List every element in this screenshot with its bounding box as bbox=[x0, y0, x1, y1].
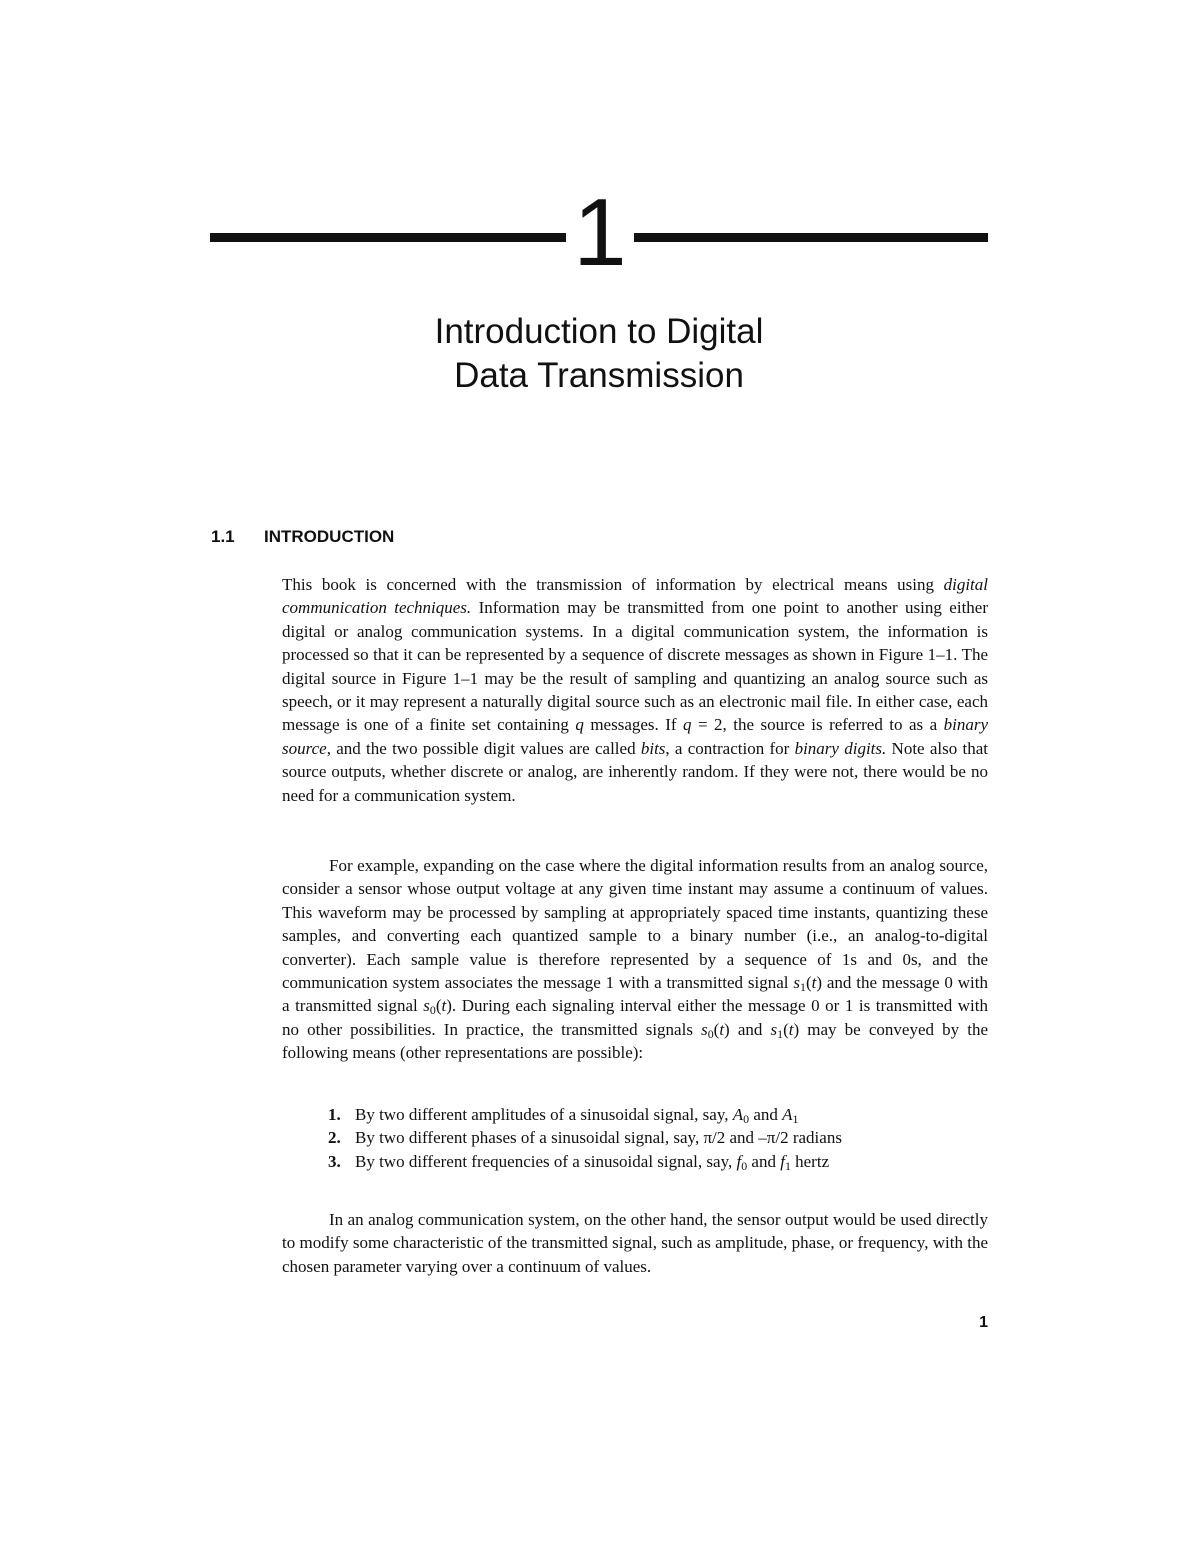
time-variable: t bbox=[788, 1019, 794, 1039]
text-run: and bbox=[749, 1105, 783, 1124]
variable-symbol: A bbox=[782, 1105, 793, 1124]
signal-symbol: s bbox=[423, 996, 430, 1016]
text-run: hertz bbox=[790, 1151, 830, 1171]
text-run: , and the two possible digit values are called bbox=[326, 738, 641, 758]
variable-subscript: 0 bbox=[743, 1112, 750, 1126]
variable-q: q bbox=[683, 715, 692, 735]
variable-subscript: 1 bbox=[784, 1158, 791, 1173]
chapter-title bbox=[210, 310, 988, 398]
text-run: = 2, the source is referred to as a bbox=[691, 715, 944, 735]
list-item bbox=[328, 1103, 968, 1126]
paren: ) bbox=[793, 1019, 800, 1039]
text-run: By two different phases of a sinusoidal signal, say, π/2 and –π/2 radians bbox=[355, 1128, 842, 1148]
text-run: , a contraction for bbox=[665, 738, 795, 758]
list-item bbox=[328, 1150, 968, 1173]
emphasis-digital-communication: digital communication techniques. bbox=[282, 575, 988, 618]
list-marker: 3. bbox=[328, 1151, 341, 1171]
time-variable: t bbox=[719, 1019, 725, 1039]
variable-subscript: 1 bbox=[792, 1112, 799, 1126]
paren: ( bbox=[713, 1019, 720, 1039]
text-run: and bbox=[747, 1151, 781, 1171]
text-run: and the message 0 with a transmitted signal bbox=[282, 973, 988, 1016]
text-run: . During each signaling interval either the message 0 or 1 is transmitted with no other possibilities. In practice, the transmitted signals bbox=[282, 996, 988, 1039]
signal-symbol: s bbox=[770, 1019, 778, 1039]
signal-symbol: s bbox=[701, 1019, 708, 1039]
text-run: By two different amplitudes of a sinusoidal signal, say, bbox=[355, 1105, 733, 1124]
section-heading bbox=[211, 526, 394, 548]
chapter-number: 1 bbox=[573, 179, 627, 286]
emphasis-binary-digits: binary digits. bbox=[794, 738, 887, 758]
page-number: 1 bbox=[979, 1314, 988, 1331]
paren: ) bbox=[446, 996, 452, 1016]
text-run: messages. If bbox=[583, 715, 684, 735]
variable-symbol: f bbox=[736, 1151, 742, 1171]
paren: ) bbox=[724, 1019, 730, 1039]
text-run: and bbox=[729, 1019, 771, 1039]
variable-symbol: A bbox=[732, 1105, 744, 1124]
chapter-rule-right bbox=[634, 233, 988, 242]
signal-subscript: 1 bbox=[777, 1026, 784, 1041]
paragraph-3 bbox=[282, 1208, 988, 1278]
chapter-title-line1: Introduction to Digital bbox=[434, 312, 764, 351]
signal-subscript: 1 bbox=[799, 980, 806, 995]
paren: ) bbox=[816, 973, 823, 993]
chapter-rule-left bbox=[210, 233, 566, 242]
time-variable: t bbox=[811, 973, 817, 993]
paragraph-2 bbox=[282, 854, 988, 1065]
paren: ( bbox=[805, 973, 812, 993]
chapter-title-line2: Data Transmission bbox=[454, 356, 744, 395]
emphasis-binary-source: binary source bbox=[282, 715, 988, 758]
time-variable: t bbox=[441, 996, 447, 1016]
signal-subscript: 0 bbox=[707, 1026, 714, 1041]
list-marker: 1. bbox=[328, 1105, 341, 1124]
signal-subscript: 0 bbox=[429, 1003, 436, 1018]
text-run: For example, expanding on the case where the digital information results from an analog source, consider a sensor whose output voltage at any given time instant may assume a continuum of values. This waveform may be processed by sampling at appropriately spaced time instants, quantizing these samples, and converting each quantized sample to a binary number (i.e., an analog-to-digital converter). Each sample value is therefore represented by a sequence of 1s and 0s, and the communication system associates the message 1 with a transmitted signal bbox=[282, 856, 988, 993]
variable-subscript: 0 bbox=[741, 1158, 748, 1173]
text-run: This book is concerned with the transmission of information by electrical means using bbox=[282, 575, 944, 594]
section-number: 1.1 bbox=[211, 527, 235, 546]
text-run: Information may be transmitted from one point to another using either digital or analog communication systems. In a digital communication system, the information is processed so that it can be represented by a sequence of discrete messages as shown in Figure 1–1. The digital source in Figure 1–1 may be the result of sampling and quantizing an analog source such as speech, or it may represent a naturally digital source such as an electronic mail file. In either case, each message is one of a finite set containing bbox=[282, 598, 988, 735]
text-run: By two different frequencies of a sinusoidal signal, say, bbox=[355, 1151, 737, 1171]
text-run: In an analog communication system, on the other hand, the sensor output would be used directly to modify some characteristic of the transmitted signal, such as amplitude, phase, or frequency, with the chosen parameter varying over a continuum of values. bbox=[282, 1210, 988, 1276]
variable-q: q bbox=[575, 715, 584, 735]
emphasis-bits: bits bbox=[640, 738, 666, 758]
section-title: INTRODUCTION bbox=[264, 527, 395, 546]
text-run: Note also that source outputs, whether discrete or analog, are inherently random. If they were not, there would be no need for a communication system. bbox=[282, 738, 989, 805]
variable-symbol: f bbox=[780, 1151, 785, 1171]
paren: ( bbox=[783, 1019, 789, 1039]
text-run: may be conveyed by the following means (other representations are possible): bbox=[282, 1019, 989, 1063]
paragraph-1 bbox=[282, 573, 988, 807]
signal-means-list bbox=[328, 1103, 968, 1173]
signal-symbol: s bbox=[793, 973, 800, 993]
list-item bbox=[328, 1126, 968, 1149]
paren: ( bbox=[435, 996, 442, 1016]
list-marker: 2. bbox=[328, 1128, 341, 1148]
